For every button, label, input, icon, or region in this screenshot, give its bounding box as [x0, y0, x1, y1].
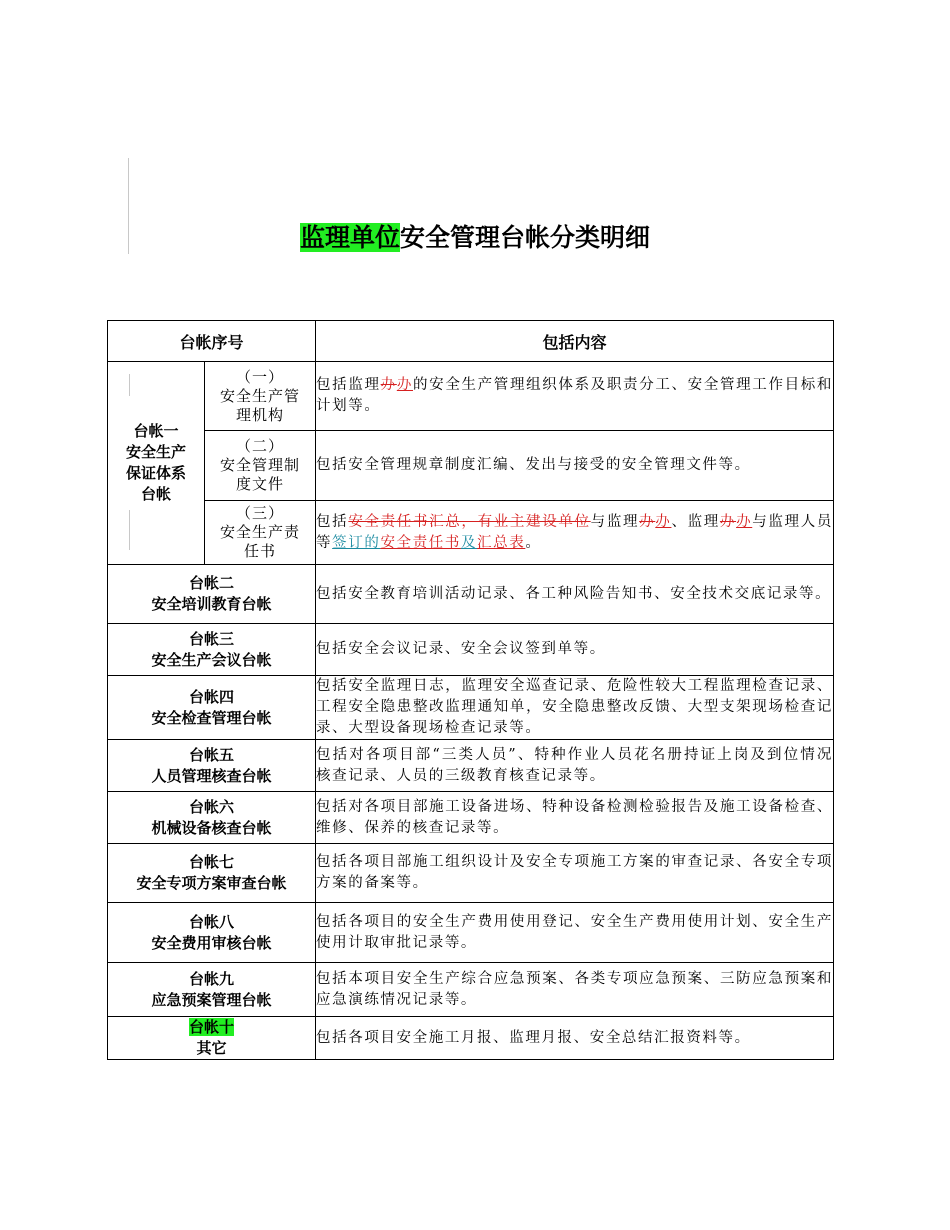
ledger-1-line: 台帐一	[133, 422, 179, 440]
ledger-table	[107, 320, 834, 1060]
ledger-content: 包括安全教育培训活动记录、各工种风险告知书、安全技术交底记录等。	[316, 565, 834, 624]
ledger-1-sub-1-content	[316, 362, 834, 431]
inserted-text: 办	[655, 513, 672, 530]
ledger-name: 人员管理核查台帐	[151, 766, 272, 785]
inserted-text: 安全责任书	[380, 534, 461, 551]
ledger-name: 安全培训教育台帐	[151, 595, 272, 613]
deleted-text: 办	[719, 513, 737, 530]
title-highlighted: 监理单位	[299, 223, 400, 252]
table-row	[108, 903, 834, 963]
ledger-1-sub-2	[205, 431, 316, 501]
inserted-text: 办	[396, 377, 413, 393]
ledger-number: 台帐四	[189, 687, 235, 706]
table-row	[108, 844, 834, 903]
ledger-content: 包括安全监理日志，监理安全巡查记录、危险性较大工程监理检查记录、工程安全隐患整改监理通知单，安全隐患整改反馈、大型支架现场检查记录、大型设备现场检查记录等。	[316, 676, 834, 740]
ledger-content: 包括各项目部施工组织设计及安全专项施工方案的审查记录、各安全专项方案的备案等。	[316, 844, 834, 903]
ledger-1-sub-2-content: 包括安全管理规章制度汇编、发出与接受的安全管理文件等。	[316, 431, 834, 501]
deleted-text: 办	[380, 377, 397, 393]
ledger-label	[108, 624, 316, 676]
ledger-content: 包括对各项目部“三类人员”、特种作业人员花名册持证上岗及到位情况核查记录、人员的三级教育核查记录等。	[316, 740, 834, 792]
ledger-name: 安全专项方案审查台帐	[136, 874, 287, 892]
sub-number: （三）	[236, 504, 285, 522]
title-rest: 安全管理台帐分类明细	[400, 223, 651, 252]
table-row	[108, 792, 834, 844]
deleted-text: 办	[639, 513, 656, 530]
ledger-label	[108, 740, 316, 792]
content-text: 与监理人员等	[316, 513, 833, 551]
table-row	[108, 565, 834, 624]
ledger-1-sub-3	[205, 501, 316, 565]
ledger-number: 台帐五	[189, 745, 235, 764]
content-text: 、监理	[671, 513, 720, 530]
ledger-1-line: 台帐	[140, 485, 171, 503]
table-row	[108, 431, 834, 501]
sub-name: 安全生产管	[220, 386, 301, 405]
ledger-number	[108, 1017, 315, 1038]
inserted-text: 汇总表	[477, 534, 526, 551]
table-row	[108, 1017, 834, 1060]
sub-name: 理机构	[236, 405, 285, 424]
content-text: 包括	[316, 513, 349, 530]
page-title	[0, 218, 950, 258]
table-row	[108, 362, 834, 431]
ledger-1-sub-1	[205, 362, 316, 431]
table-header-row	[108, 321, 834, 362]
table-row	[108, 624, 834, 676]
ledger-label	[108, 1017, 316, 1060]
ledger-label	[108, 792, 316, 844]
margin-mark	[129, 374, 130, 396]
margin-mark	[129, 510, 130, 550]
ledger-content: 包括各项目的安全生产费用使用登记、安全生产费用使用计划、安全生产使用计取审批记录等。	[316, 903, 834, 963]
ledger-number: 台帐九	[189, 969, 235, 988]
ledger-content: 包括安全会议记录、安全会议签到单等。	[316, 624, 834, 676]
ledger-label	[108, 903, 316, 963]
inserted-text: 办	[736, 513, 753, 530]
ledger-number: 台帐二	[189, 574, 235, 592]
ledger-name: 安全检查管理台帐	[151, 708, 272, 727]
deleted-text: 安全责任书汇总，有业主建设单位	[348, 513, 591, 530]
ledger-name: 机械设备核查台帐	[151, 818, 272, 837]
highlighted-text: 台帐十	[189, 1018, 235, 1036]
table-row	[108, 740, 834, 792]
header-contents: 包括内容	[316, 321, 834, 362]
table-row	[108, 963, 834, 1017]
ledger-1-line: 安全生产	[125, 443, 186, 461]
header-ledger-number: 台帐序号	[108, 321, 316, 362]
table-row	[108, 676, 834, 740]
content-text: 与监理	[590, 513, 640, 530]
content-text: 。	[525, 534, 542, 551]
sub-number: （二）	[236, 437, 285, 455]
inserted-text: 及	[460, 534, 478, 551]
ledger-1-sub-3-content	[316, 501, 834, 565]
ledger-label	[108, 565, 316, 624]
ledger-content: 包括各项目安全施工月报、监理月报、安全总结汇报资料等。	[316, 1017, 834, 1060]
table-row	[108, 501, 834, 565]
sub-name: 安全生产责	[220, 523, 301, 541]
ledger-number: 台帐八	[189, 912, 235, 931]
ledger-label	[108, 844, 316, 903]
content-text: 的安全生产管理组织体系及职责分工、安全管理工作目标和计划等。	[316, 377, 834, 414]
sub-name: 任书	[244, 542, 277, 560]
ledger-1-line: 保证体系	[125, 464, 186, 482]
ledger-number: 台帐七	[189, 853, 235, 871]
sub-name: 度文件	[236, 475, 285, 493]
ledger-name: 安全费用审核台帐	[151, 933, 272, 952]
ledger-content: 包括本项目安全生产综合应急预案、各类专项应急预案、三防应急预案和应急演练情况记录等。	[316, 963, 834, 1017]
inserted-text: 签订的	[332, 534, 381, 551]
ledger-name: 其它	[196, 1039, 227, 1057]
ledger-name: 安全生产会议台帐	[151, 650, 272, 669]
ledger-name: 应急预案管理台帐	[151, 990, 272, 1009]
ledger-content: 包括对各项目部施工设备进场、特种设备检测检验报告及施工设备检查、维修、保养的核查记录等。	[316, 792, 834, 844]
sub-number: （一）	[236, 367, 285, 386]
content-text: 包括监理	[316, 377, 381, 393]
ledger-label	[108, 676, 316, 740]
ledger-1-label	[108, 362, 205, 565]
sub-name: 安全管理制	[220, 456, 301, 474]
ledger-label	[108, 963, 316, 1017]
ledger-number: 台帐三	[189, 629, 235, 648]
ledger-number: 台帐六	[189, 797, 235, 816]
